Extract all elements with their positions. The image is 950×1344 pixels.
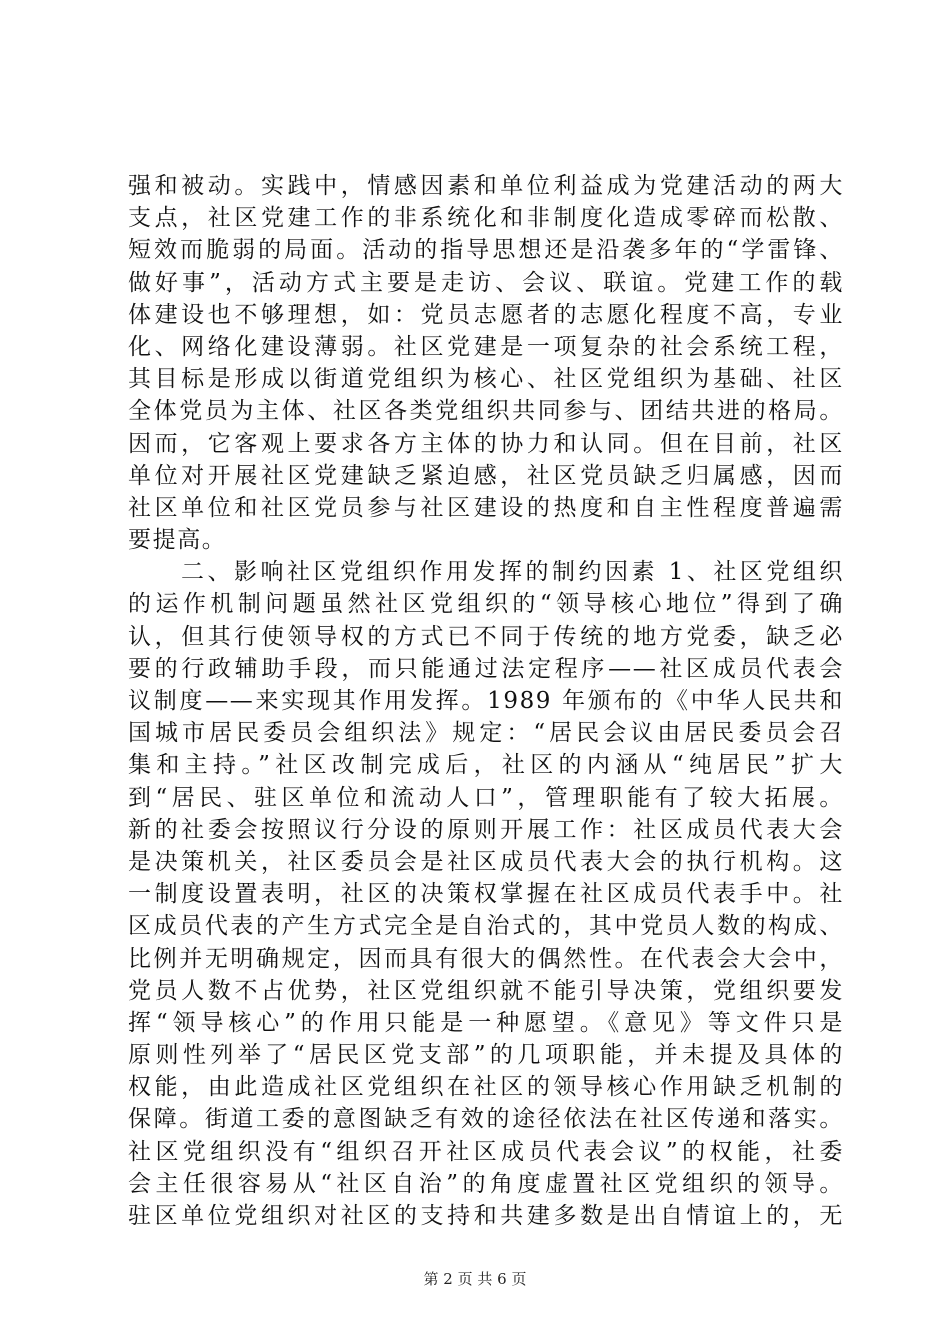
text-line: 区成员代表的产生方式完全是自治式的，其中党员人数的构成、 — [128, 913, 844, 940]
text-line: 一制度设置表明，社区的决策权掌握在社区成员代表手中。社 — [128, 881, 844, 908]
page-number: 第 2 页 共 6 页 — [423, 1270, 527, 1288]
text-line: 因而，它客观上要求各方主体的协力和认同。但在目前，社区 — [128, 430, 844, 457]
text-line: 权能，由此造成社区党组织在社区的领导核心作用缺乏机制的 — [128, 1074, 844, 1101]
text-line: 是决策机关，社区委员会是社区成员代表大会的执行机构。这 — [128, 848, 844, 875]
text-line: 短效而脆弱的局面。活动的指导思想还是沿袭多年的“学雷锋、 — [128, 237, 844, 264]
text-line: 做好事”，活动方式主要是走访、会议、联谊。党建工作的载 — [128, 269, 844, 296]
text-line: 认，但其行使领导权的方式已不同于传统的地方党委，缺乏必 — [128, 623, 844, 650]
text-line: 集和主持。”社区改制完成后，社区的内涵从“纯居民”扩大 — [128, 752, 844, 779]
text-line: 其目标是形成以街道党组织为核心、社区党组织为基础、社区 — [128, 366, 844, 393]
text-line: 国城市居民委员会组织法》规定：“居民会议由居民委员会召 — [128, 720, 844, 747]
text-line: 二、影响社区党组织作用发挥的制约因素 1、社区党组织 — [128, 559, 844, 586]
text-line: 的运作机制问题虽然社区党组织的“领导核心地位”得到了确 — [128, 591, 844, 618]
body-text — [128, 170, 844, 1232]
text-line: 要提高。 — [128, 527, 227, 554]
page-footer — [0, 1268, 950, 1289]
text-line: 新的社委会按照议行分设的原则开展工作：社区成员代表大会 — [128, 816, 844, 843]
text-line: 体建设也不够理想，如：党员志愿者的志愿化程度不高，专业 — [128, 301, 844, 328]
text-line: 原则性列举了“居民区党支部”的几项职能，并未提及具体的 — [128, 1042, 844, 1069]
text-line: 挥“领导核心”的作用只能是一种愿望。《意见》等文件只是 — [128, 1009, 844, 1036]
text-line: 议制度——来实现其作用发挥。1989 年颁布的《中华人民共和 — [128, 688, 844, 714]
text-line: 到“居民、驻区单位和流动人口”，管理职能有了较大拓展。 — [128, 784, 844, 811]
text-line: 社区党组织没有“组织召开社区成员代表会议”的权能，社委 — [128, 1138, 844, 1165]
text-line: 保障。街道工委的意图缺乏有效的途径依法在社区传递和落实。 — [128, 1106, 844, 1133]
text-line: 社区单位和社区党员参与社区建设的热度和自主性程度普遍需 — [128, 494, 844, 521]
text-line: 会主任很容易从“社区自治”的角度虚置社区党组织的领导。 — [128, 1170, 844, 1197]
text-line: 比例并无明确规定，因而具有很大的偶然性。在代表会大会中， — [128, 945, 844, 972]
text-line: 驻区单位党组织对社区的支持和共建多数是出自情谊上的，无 — [128, 1203, 844, 1229]
text-line: 强和被动。实践中，情感因素和单位利益成为党建活动的两大 — [128, 173, 844, 199]
text-line: 单位对开展社区党建缺乏紧迫感，社区党员缺乏归属感，因而 — [128, 462, 844, 489]
text-line: 党员人数不占优势，社区党组织就不能引导决策，党组织要发 — [128, 977, 844, 1004]
text-line: 支点，社区党建工作的非系统化和非制度化造成零碎而松散、 — [128, 205, 844, 232]
text-line: 要的行政辅助手段，而只能通过法定程序——社区成员代表会 — [128, 655, 844, 682]
text-line: 化、网络化建设薄弱。社区党建是一项复杂的社会系统工程， — [128, 333, 844, 360]
text-line: 全体党员为主体、社区各类党组织共同参与、团结共进的格局。 — [128, 398, 844, 425]
